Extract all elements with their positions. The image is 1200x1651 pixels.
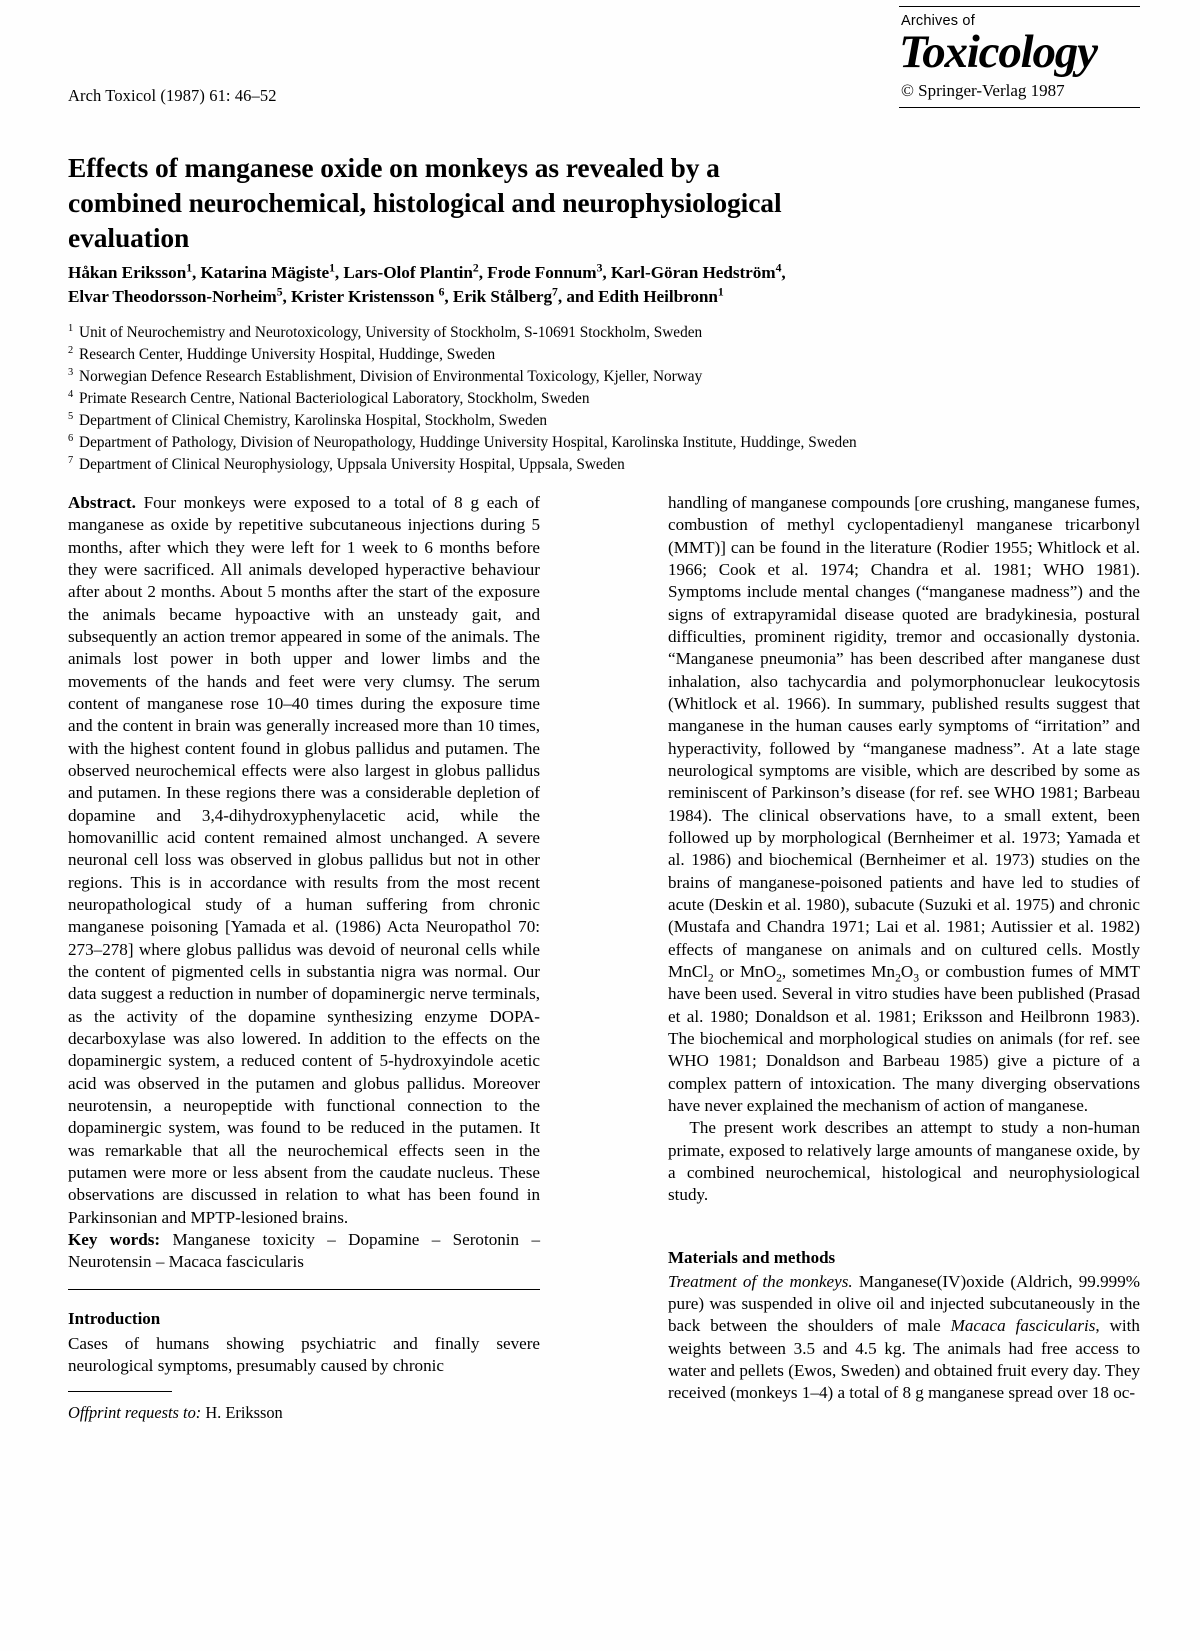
affiliation-line <box>68 344 1078 366</box>
treatment-of-monkeys-paragraph <box>668 1271 1140 1405</box>
treatment-subsection-label: Treatment of the monkeys. <box>668 1271 853 1291</box>
offprint-footnote <box>68 1402 540 1423</box>
affiliation-line <box>68 322 1078 344</box>
publisher-copyright-line: © Springer-Verlag 1987 <box>901 80 1065 100</box>
subscript-mn2: 2 <box>895 971 901 985</box>
affiliation-marker: 2 <box>68 344 74 356</box>
intro-right-text-e: or combustion fumes of MMT have been used. Several in vitro studies have been published (Prasad et al. 1980; Donaldson et al. 1981; Eriksson and Heilbronn 1983). The biochemical and morphological studies on animals (for ref. see WHO 1981; Donaldson and Barbeau 1985) give a picture of a complex pattern of intoxication. The many diverging observations have never explained the mechanism of action of manganese. <box>668 961 1140 1115</box>
affiliation-text: Department of Clinical Neurophysiology, Uppsala University Hospital, Uppsala, Sweden <box>75 455 625 473</box>
journal-logo-block <box>899 6 1140 108</box>
keywords-text: Manganese toxicity – Dopamine – Serotonin – Neurotensin – Macaca fascicularis <box>68 1229 540 1272</box>
column-left <box>68 492 540 1424</box>
author-line-2: Elvar Theodorsson-Norheim$^5$, Krister Kristensson $^6$, Erik Stålberg$^7$, and Edith Heilbronn$^1$ <box>68 284 724 306</box>
affiliation-line <box>68 388 1078 410</box>
offprint-label: Offprint requests to: <box>68 1403 202 1423</box>
treatment-text-b: , with weights between 3.5 and 4.5 kg. The animals had free access to water and pellets (Ewos, Sweden) and obtained fruit every day. They received (monkeys 1–4) a total of 8 g manganese spread over 18 oc- <box>668 1316 1140 1403</box>
introduction-paragraph-right-1 <box>668 492 1140 1117</box>
affiliation-marker: 3 <box>68 366 74 378</box>
intro-right-text-b: or MnO <box>713 961 777 981</box>
affiliation-text: Unit of Neurochemistry and Neurotoxicology, University of Stockholm, S-10691 Stockholm, Sweden <box>75 324 703 341</box>
intro-right-text-c: , sometimes Mn <box>781 961 896 981</box>
affiliation-line <box>68 410 1078 432</box>
affiliation-marker: 7 <box>68 454 74 466</box>
introduction-paragraph-right-2: The present work describes an attempt to study a non-human primate, exposed to relatively large amounts of manganese oxide, by a combined neurochemical, histological and neurophysiological study. <box>668 1118 1140 1205</box>
subscript-o3: 3 <box>913 971 920 985</box>
body-columns <box>68 492 1140 1602</box>
affiliation-line <box>68 432 1078 454</box>
footnote-divider-rule <box>68 1391 172 1392</box>
affiliation-marker: 6 <box>68 432 74 444</box>
logo-bottom-rule <box>899 107 1140 108</box>
abstract-paragraph <box>68 492 540 1229</box>
affiliation-text: Norwegian Defence Research Establishment, Division of Environmental Toxicology, Kjeller, Norway <box>75 367 703 385</box>
abstract-text: Four monkeys were exposed to a total of 8 g each of manganese as oxide by repetitive subcutaneous injections during 5 months, after which they were left for 1 week to 6 months before they were sacrificed. All animals developed hyperactive behaviour after about 2 months. About 5 months after the start of the exposure the animals became hypoactive with an unsteady gait, and subsequently an action tremor appeared in some of the animals. The animals lost power in both upper and lower limbs and the movements of the hands and feet were very clumsy. The serum content of manganese rose 10–40 times during the exposure time and the content in brain was generally increased more than 10 times, with the highest content found in globus pallidus and putamen. The observed neurochemical effects were also largest in globus pallidus and putamen. In these regions there was a considerable depletion of dopamine and 3,4-dihydroxyphenylacetic acid, while the homovanillic acid content remained almost unchanged. A severe neuronal cell loss was observed in globus pallidus but not in other regions. This is in accordance with results from the most recent neuropathological study of a human suffering from chronic manganese poisoning [Yamada et al. (1986) Acta Neuropathol 70: 273–278] where globus pallidus was devoid of neuronal cells while the content of pigmented cells in substantia nigra was normal. Our data suggest a reduction in number of dopaminergic nerve terminals, as the activity of the dopamine synthesizing enzyme DOPA-decarboxylase was also lowered. In addition to the effects on the dopaminergic system, a reduced content of 5-hydroxyindole acetic acid was observed in the putamen and globus pallidus. Moreover neurotensin, a neuropeptide with functional connection to the dopaminergic system, was found to be reduced in the putamen. It was remarkable that all the neurochemical effects seen in the putamen were more or less absent from the caudate nucleus. These observations are discussed in relation to what has been found in Parkinsonian and MPTP-lesioned brains. <box>68 493 540 1227</box>
treatment-text-a: Manganese(IV)oxide (Aldrich, 99.999% pure) was suspended in olive oil and injected subcutaneously in the back between the shoulders of male <box>668 1271 1140 1336</box>
affiliation-text: Research Center, Huddinge University Hospital, Huddinge, Sweden <box>75 345 496 363</box>
affiliation-line <box>68 454 1078 476</box>
introduction-paragraph-left: Cases of humans showing psychiatric and finally severe neurological symptoms, presumably caused by chronic <box>68 1333 540 1376</box>
author-list <box>68 261 898 308</box>
affiliation-marker: 4 <box>68 388 74 400</box>
logo-top-rule <box>899 6 1140 7</box>
abstract-label: Abstract. <box>68 493 136 512</box>
offprint-recipient: H. Eriksson <box>201 1403 283 1423</box>
keywords-paragraph <box>68 1229 540 1274</box>
intro-right-text-a: handling of manganese compounds [ore crushing, manganese fumes, combustion of methyl cyclopentadienyl manganese tricarbonyl (MMT)] can be found in the literature (Rodier 1955; Whitlock et al. 1966; Cook et al. 1974; Chandra et al. 1981; WHO 1981). Symptoms include mental changes (“manganese madness”) and the signs of extrapyramidal disease quoted are bradykinesia, postural difficulties, prominent rigidity, tremor and occasionally dystonia. “Manganese pneumonia” has been described after manganese dust inhalation, also tachycardia and polymorphonuclear leukocytosis (Whitlock et al. 1966). In summary, published results suggest that manganese in the human causes early symptoms of “irritation” and hyperactivity, followed by “manganese madness”. At a late stage neurological symptoms are visible, which are described by some as reminiscent of Parkinson’s disease (for ref. see WHO 1981; Barbeau 1984). The clinical observations have, to a small extent, been followed up by morphological (Bernheimer et al. 1973; Yamada et al. 1986) and biochemical (Bernheimer et al. 1973) studies on the brains of manganese-poisoned patients and have led to studies of acute (Deskin et al. 1980), subacute (Suzuki et al. 1975) and chronic (Mustafa and Chandra 1971; Lai et al. 1981; Autissier et al. 1982) effects of manganese on animals and on cultured cells. Mostly MnCl <box>668 493 1140 981</box>
affiliation-marker: 5 <box>68 410 74 422</box>
materials-and-methods-heading: Materials and methods <box>668 1247 836 1267</box>
subscript-mno2: 2 <box>776 971 782 985</box>
intro-right-text-d: O <box>900 961 914 981</box>
introduction-heading: Introduction <box>68 1309 161 1329</box>
page-content-area <box>68 0 1140 1651</box>
logo-toxicology-wordmark: Toxicology <box>899 25 1097 78</box>
masthead <box>68 0 1140 118</box>
journal-citation-line: Arch Toxicol (1987) 61: 46–52 <box>68 86 277 105</box>
affiliation-text: Department of Pathology, Division of Neuropathology, Huddinge University Hospital, Karolinska Institute, Huddinge, Sweden <box>75 433 857 451</box>
column-right <box>668 492 1140 1405</box>
species-name: Macaca fascicularis <box>950 1316 1096 1336</box>
affiliation-list <box>68 322 1078 476</box>
article-title: Effects of manganese oxide on monkeys as revealed by a combined neurochemical, histological and neurophysiological evaluation <box>68 152 782 253</box>
subscript-mncl2: 2 <box>707 971 714 985</box>
keywords-divider-rule <box>68 1289 540 1290</box>
affiliation-text: Department of Clinical Chemistry, Karolinska Hospital, Stockholm, Sweden <box>75 411 548 429</box>
affiliation-text: Primate Research Centre, National Bacteriological Laboratory, Stockholm, Sweden <box>75 389 590 407</box>
keywords-label: Key words: <box>68 1229 161 1249</box>
affiliation-line <box>68 366 1078 388</box>
author-line-1: Håkan Eriksson$^1$, Katarina Mägiste$^1$, Lars-Olof Plantin$^2$, Frode Fonnum$^3$, Karl-Göran Hedström$^4$, <box>68 261 786 282</box>
affiliation-marker: 1 <box>68 322 74 334</box>
logo-archives-of-text: Archives of <box>901 13 975 29</box>
